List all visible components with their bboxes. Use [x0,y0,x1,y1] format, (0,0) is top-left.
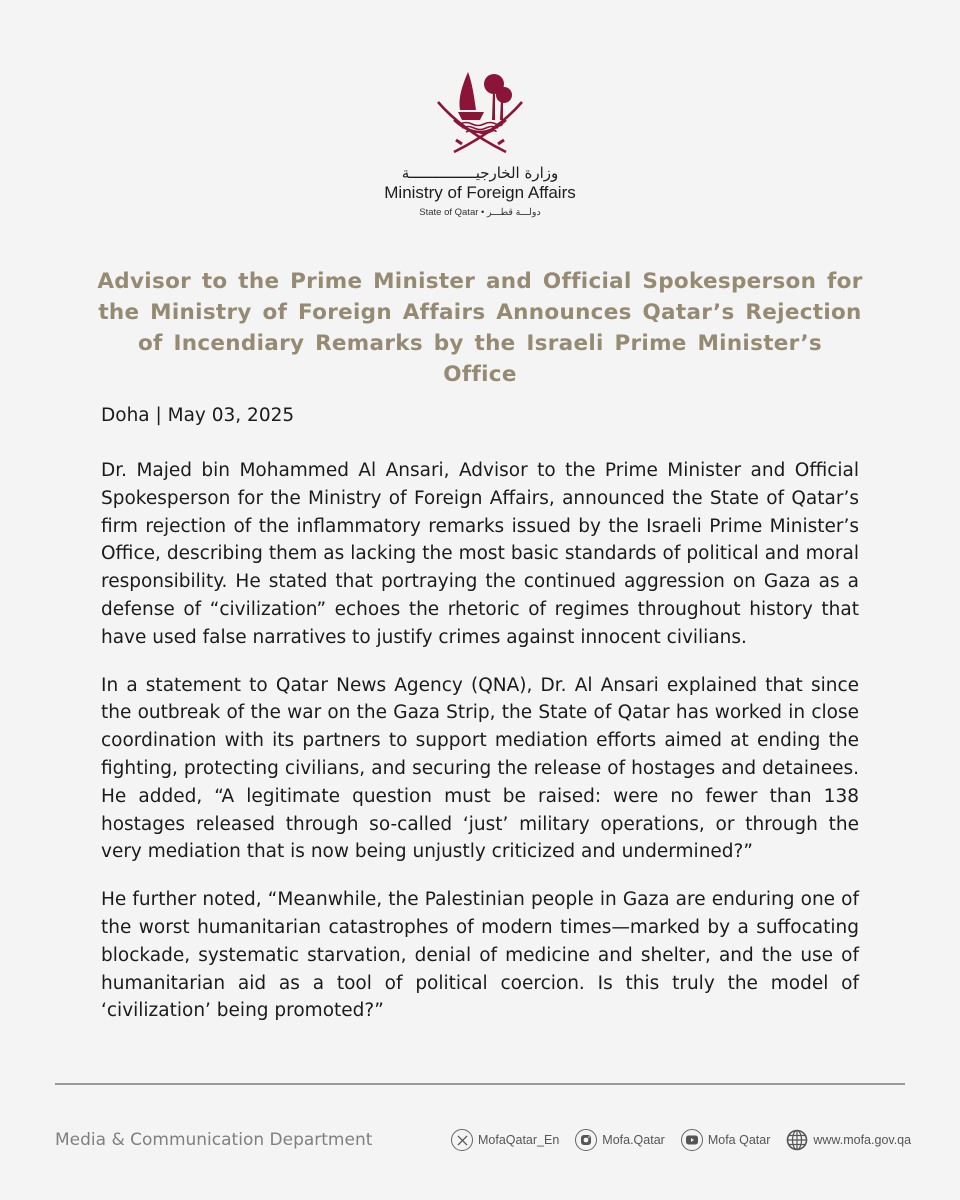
social-link-youtube[interactable] [681,1129,771,1151]
social-link-x[interactable] [451,1129,559,1151]
social-link-instagram[interactable] [575,1129,665,1151]
instagram-icon [575,1129,597,1151]
social-handle: MofaQatar_En [478,1133,560,1147]
state-of-qatar-label: State of Qatar • دولـــة قطـــر [419,207,541,218]
website-url: www.mofa.gov.qa [813,1133,912,1147]
youtube-icon [681,1129,703,1151]
dateline: Doha | May 03, 2025 [101,405,295,426]
social-link-website[interactable] [786,1129,911,1151]
ministry-logo [0,68,960,220]
social-handle: Mofa.Qatar [602,1133,665,1147]
footer-divider [55,1083,905,1085]
social-handle: Mofa Qatar [707,1133,771,1147]
press-release-body [101,457,859,1045]
social-links [451,1126,911,1154]
department-label: Media & Communication Department [55,1130,373,1150]
qatar-state-emblem-icon [432,68,528,158]
body-paragraph: He further noted, “Meanwhile, the Palestinian people in Gaza are enduring one of the worst humanitarian catastrophes of modern times—marked by a suffocating blockade, systematic starvation, denial of medicine and shelter, and the use of humanitarian aid as a tool of political coercion. Is this truly the model of ‘civilization’ being promoted?” [101,889,859,1022]
globe-icon [786,1129,808,1151]
x-twitter-icon [451,1129,473,1151]
body-paragraph: Dr. Majed bin Mohammed Al Ansari, Advisor to the Prime Minister and Official Spokesperson for the Ministry of Foreign Affairs, announced the State of Qatar’s firm rejection of the inflammatory remarks issued by the Israeli Prime Minister’s Office, describing them as lacking the most basic standards of political and moral responsibility. He stated that portraying the continued aggression on Gaza as a defense of “civilization” echoes the rhetoric of regimes throughout history that have used false narratives to justify crimes against innocent civilians. [101,460,859,648]
ministry-name-arabic: وزارة الخارجيـــــــــــــــة [401,164,559,182]
ministry-name-english: Ministry of Foreign Affairs [384,183,576,202]
press-release-headline: Advisor to the Prime Minister and Official Spokesperson for the Ministry of Foreign Affairs Announces Qatar’s Rejection of Incendiary Remarks by the Israeli Prime Minister’s Office [97,269,863,387]
body-paragraph: In a statement to Qatar News Agency (QNA), Dr. Al Ansari explained that since the outbreak of the war on the Gaza Strip, the State of Qatar has worked in close coordination with its partners to support mediation efforts aimed at ending the fighting, protecting civilians, and securing the release of hostages and detainees. He added, “A legitimate question must be raised: were no fewer than 138 hostages released through so-called ‘just’ military operations, or through the very mediation that is now being unjustly criticized and undermined?” [101,674,859,863]
